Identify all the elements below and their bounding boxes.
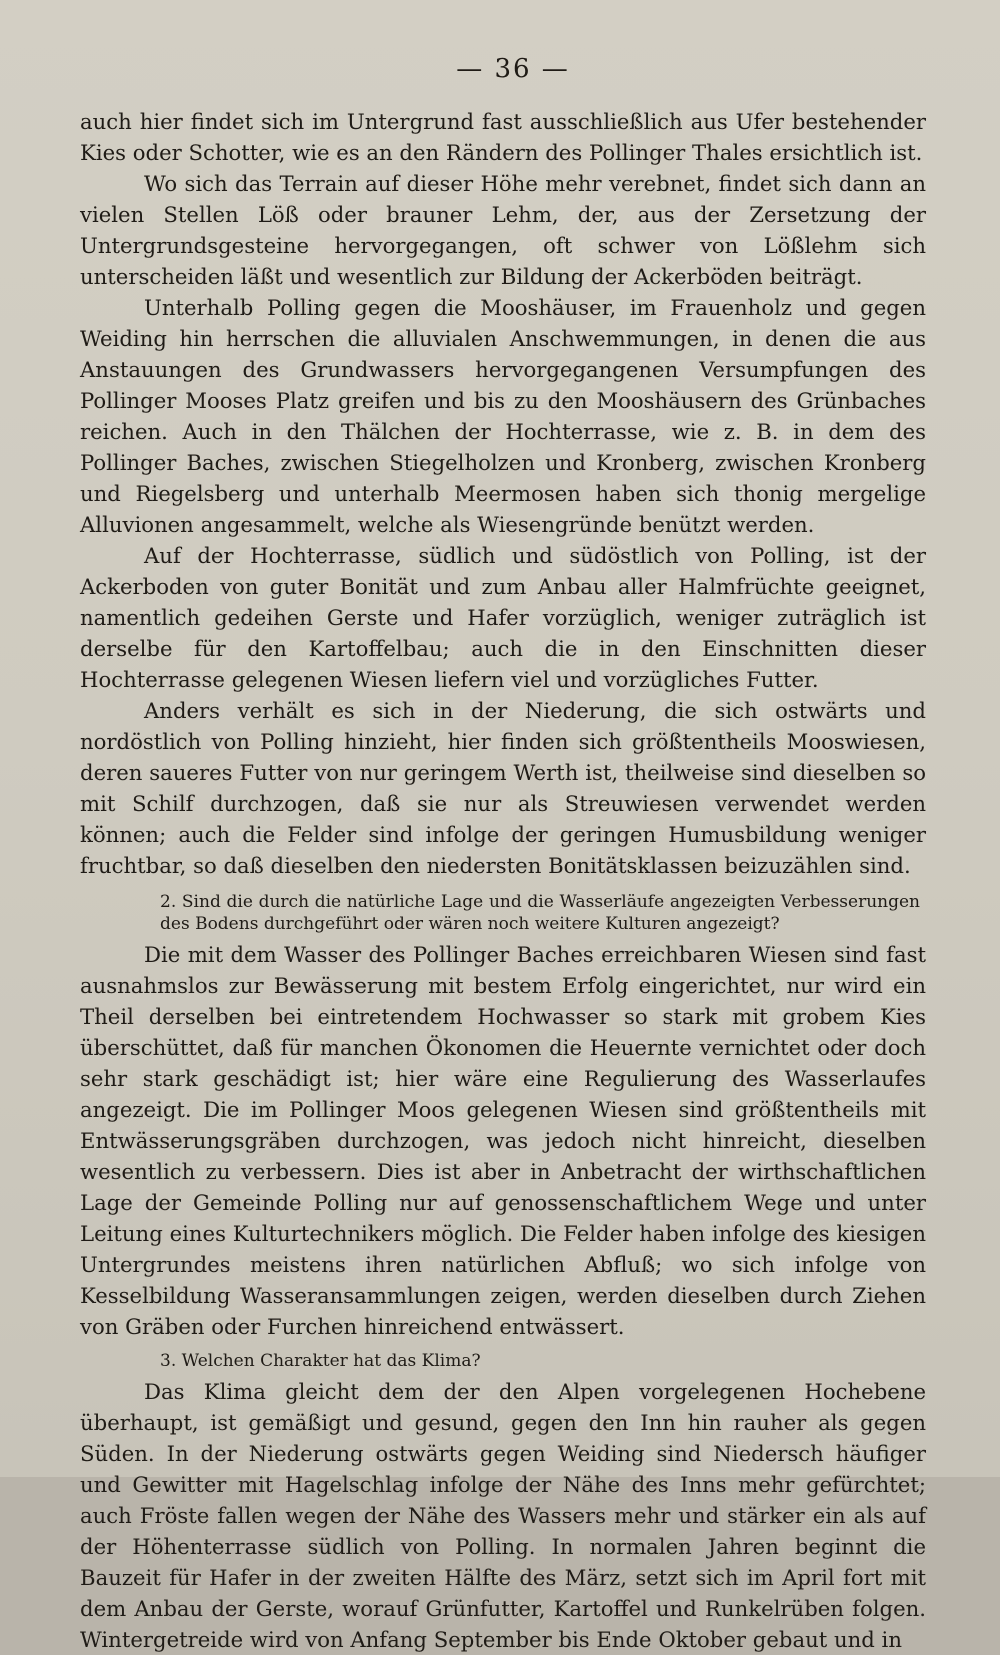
- paragraph-niederung: Anders verhält es sich in der Niederung, die sich ostwärts und nordöstlich von Polling hinzieht, hier finden sich größtentheils Mooswiesen, deren saueres Futter von nur geringem Werth ist, theilweise sind dieselben so mit Schilf durchzogen, daß sie nur als Streuwiesen verwendet werden können; auch die Felder sind infolge der geringen Humusbildung weniger fruchtbar, so daß dieselben den niedersten Bonitätsklassen beizuzählen sind.: [80, 698, 926, 878]
- paragraph-alluvial: Unterhalb Polling gegen die Mooshäuser, im Frauenholz und gegen Weiding hin herrschen die alluvialen Anschwemmungen, in denen die aus Anstauungen des Grundwassers hervorgegangenen Versumpfungen des Pollinger Mooses Platz greifen und bis zu den Mooshäusern des Grünbaches reichen. Auch in den Thälchen der Hochterrasse, wie z. B. in dem des Pollinger Baches, zwischen Stiegelholzen und Kronberg, zwischen Kronberg und Riegelsberg und unterhalb Meermosen haben sich thonig mergelige Alluvionen angesammelt, welche als Wiesengründe benützt werden.: [80, 295, 926, 537]
- paragraph-klima: Das Klima gleicht dem der den Alpen vorgelegenen Hochebene überhaupt, ist gemäßigt und gesund, gegen den Inn hin rauher als gegen Süden. In der Niederung ostwärts gegen Weiding sind Niedersch häufiger und Gewitter mit Hagelschlag infolge der Nähe des Inns mehr gefürchtet; auch Fröste fallen wegen der Nähe des Wassers mehr und stärker ein als auf der Höhenterrasse südlich von Polling. In normalen Jahren beginnt die Bauzeit für Hafer in der zweiten Hälfte des März, setzt sich im April fort mit dem Anbau der Gerste, worauf Grünfutter, Kartoffel und Runkelrüben folgen. Wintergetreide wird von Anfang September bis Ende Oktober gebaut und in: [80, 1379, 926, 1652]
- paragraph-continuation: auch hier findet sich im Untergrund fast ausschließlich aus Ufer bestehender Kies oder Schotter, wie es an den Rändern des Pollinger Thales ersichtlich ist.: [80, 109, 926, 165]
- paragraph-loess: Wo sich das Terrain auf dieser Höhe mehr verebnet, findet sich dann an vielen Stellen Löß oder brauner Lehm, der, aus der Zersetzung der Untergrundsgesteine hervorgegangen, oft schwer von Lößlehm sich unterscheiden läßt und wesentlich zur Bildung der Ackerböden beiträgt.: [80, 171, 926, 289]
- paragraph-bewaesserung: Die mit dem Wasser des Pollinger Baches erreichbaren Wiesen sind fast ausnahmslos zur Bewässerung mit bestem Erfolg eingerichtet, nur wird ein Theil derselben bei eintretendem Hochwasser so stark mit grobem Kies überschüttet, daß für manchen Ökonomen die Heuernte vernichtet oder doch sehr stark geschädigt ist; hier wäre eine Regulierung des Wasserlaufes angezeigt. Die im Pollinger Moos gelegenen Wiesen sind größtentheils mit Entwässerungsgräben durchzogen, was jedoch nicht hinreicht, dieselben wesentlich zu verbessern. Dies ist aber in Anbetracht der wirthschaftlichen Lage der Gemeinde Polling nur auf genossenschaftlichem Wege und unter Leitung eines Kulturtechnikers möglich. Die Felder haben infolge des kiesigen Untergrundes meistens ihren natürlichen Abfluß; wo sich infolge von Kesselbildung Wasseransammlungen zeigen, werden dieselben durch Ziehen von Gräben oder Furchen hinreichend entwässert.: [80, 942, 926, 1339]
- question-2-heading: 2. Sind die durch die natürliche Lage und die Wasserläufe angezeigten Verbesserungen des Bodens durchgeführt oder wären noch weitere Kulturen angezeigt?: [160, 892, 920, 934]
- page-number: — 36 —: [456, 54, 570, 84]
- question-3-heading: 3. Welchen Charakter hat das Klima?: [160, 1351, 481, 1371]
- paragraph-hochterrasse: Auf der Hochterrasse, südlich und südöstlich von Polling, ist der Ackerboden von guter Bonität und zum Anbau aller Halmfrüchte geeignet, namentlich gedeihen Gerste und Hafer vorzüglich, weniger zuträglich ist derselbe für den Kartoffelbau; auch die in den Einschnitten dieser Hochterrasse gelegenen Wiesen liefern viel und vorzügliches Futter.: [80, 543, 926, 692]
